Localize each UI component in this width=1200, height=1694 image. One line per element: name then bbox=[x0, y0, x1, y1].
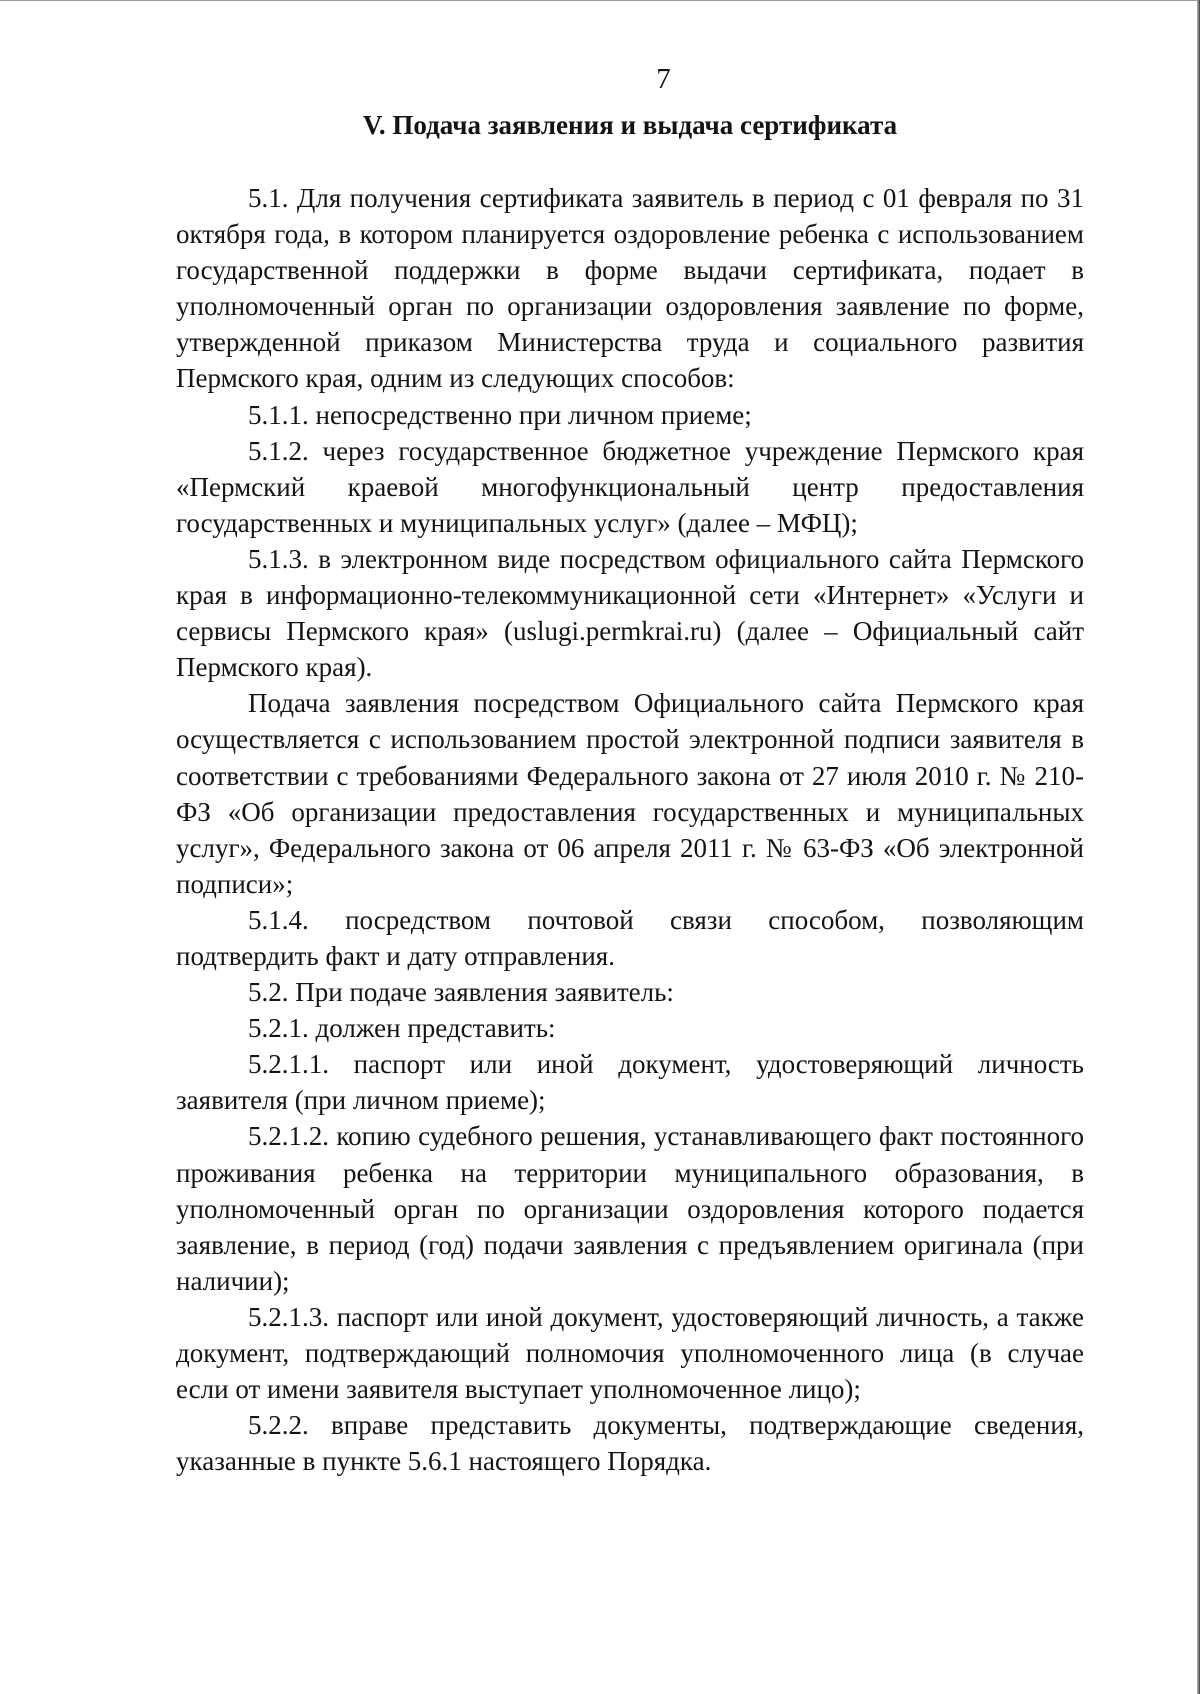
paragraph-electronic-signature: Подача заявления посредством Официального сайта Пермского края осуществляется с использованием простой электронной подписи заявителя в соответствии с требованиями Федерального закона от 27 июля 2010 г. № 210-ФЗ «Об организации предоставления государственных и муниципальных услуг», Федерального закона от 06 апреля 2011 г. № 63-ФЗ «Об электронной подписи»; bbox=[176, 688, 1084, 899]
scan-edge-top bbox=[0, 0, 1200, 1]
paragraph-5-1-1: 5.1.1. непосредственно при личном приеме; bbox=[248, 399, 752, 430]
paragraph-5-1-4: 5.1.4. посредством почтовой связи способом, позволяющим подтвердить факт и дату отправления. bbox=[176, 904, 1084, 971]
paragraph-5-1: 5.1. Для получения сертификата заявитель в период с 01 февраля по 31 октября года, в котором планируется оздоровление ребенка с использованием государственной поддержки в форме выдачи сертификата, подает в уполномоченный орган по организации оздоровления заявление по форме, утвержденной приказом Министерства труда и социального развития Пермского края, одним из следующих способов: bbox=[176, 183, 1084, 394]
paragraph-5-2: 5.2. При подаче заявления заявитель: bbox=[248, 977, 674, 1008]
paragraph-5-1-3: 5.1.3. в электронном виде посредством официального сайта Пермского края в информационно-телекоммуникационной сети «Интернет» «Услуги и сервисы Пермского края» (uslugi.permkrai.ru) (далее – Официальный сайт Пермского края). bbox=[176, 543, 1084, 683]
paragraph-5-2-1-2: 5.2.1.2. копию судебного решения, устанавливающего факт постоянного проживания ребенка на территории муниципального образования, в уполномоченный орган по организации оздоровления которого подается заявление, в период (год) подачи заявления с предъявлением оригинала (при наличии); bbox=[176, 1121, 1084, 1296]
paragraph-5-2-2: 5.2.2. вправе представить документы, подтверждающие сведения, указанные в пункте 5.6.1 настоящего Порядка. bbox=[176, 1410, 1084, 1477]
page-number: 7 bbox=[656, 63, 671, 95]
section-title: V. Подача заявления и выдача сертификата bbox=[362, 110, 898, 140]
paragraph-5-2-1-3: 5.2.1.3. паспорт или иной документ, удостоверяющий личность, а также документ, подтверждающий полномочия уполномоченного лица (в случае если от имени заявителя выступает уполномоченное лицо); bbox=[176, 1301, 1084, 1405]
document-body bbox=[176, 180, 1084, 1479]
paragraph-5-2-1: 5.2.1. должен представить: bbox=[248, 1013, 556, 1044]
paragraph-5-2-1-1: 5.2.1.1. паспорт или иной документ, удостоверяющий личность заявителя (при личном приеме); bbox=[176, 1049, 1084, 1116]
paragraph-5-1-2: 5.1.2. через государственное бюджетное учреждение Пермского края «Пермский краевой многофункциональный центр предоставления государственных и муниципальных услуг» (далее – МФЦ); bbox=[176, 435, 1084, 538]
